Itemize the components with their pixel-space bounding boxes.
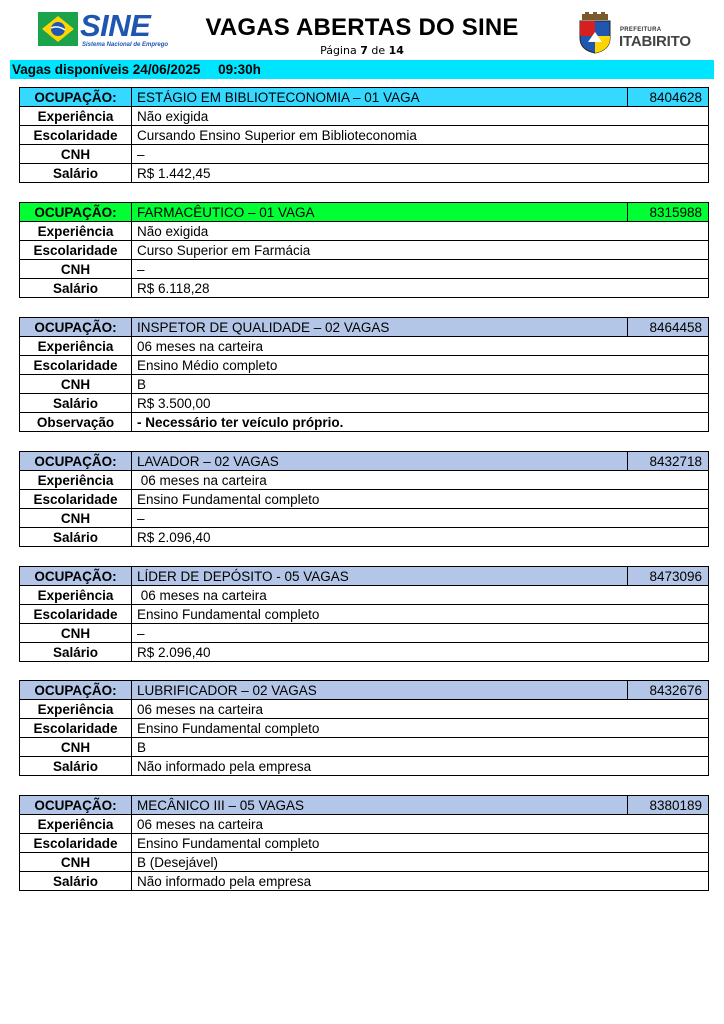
occupation-label: OCUPAÇÃO: [20, 203, 132, 222]
job-header-row [20, 88, 709, 107]
page-separator: de [371, 44, 386, 57]
experience-row [20, 586, 709, 605]
license-value: B [132, 738, 709, 757]
salary-row [20, 872, 709, 891]
experience-value: 06 meses na carteira [132, 700, 709, 719]
experience-label: Experiência [20, 586, 132, 605]
availability-time: 09:30h [218, 62, 261, 77]
education-value: Ensino Fundamental completo [132, 605, 709, 624]
education-row [20, 490, 709, 509]
job-code: 8432676 [628, 681, 709, 700]
observation-label: Observação [20, 413, 132, 432]
occupation-title: INSPETOR DE QUALIDADE – 02 VAGAS [132, 318, 628, 337]
page-header [0, 0, 724, 62]
license-value: B [132, 375, 709, 394]
job-code: 8473096 [628, 567, 709, 586]
occupation-title: FARMACÊUTICO – 01 VAGA [132, 203, 628, 222]
salary-value: R$ 3.500,00 [132, 394, 709, 413]
job-code: 8315988 [628, 203, 709, 222]
license-row [20, 624, 709, 643]
salary-label: Salário [20, 394, 132, 413]
license-row [20, 509, 709, 528]
education-value: Ensino Fundamental completo [132, 834, 709, 853]
salary-row [20, 394, 709, 413]
license-label: CNH [20, 145, 132, 164]
availability-banner [10, 60, 714, 79]
sine-subtitle: Sistema Nacional de Emprego [82, 42, 169, 48]
experience-row [20, 222, 709, 241]
occupation-title: LUBRIFICADOR – 02 VAGAS [132, 681, 628, 700]
license-row [20, 260, 709, 279]
experience-value: Não exigida [132, 107, 709, 126]
sine-wordmark: SINE [80, 8, 151, 43]
education-label: Escolaridade [20, 126, 132, 145]
job-header-row [20, 796, 709, 815]
job-header-row [20, 318, 709, 337]
prefeitura-label: PREFEITURA [620, 27, 662, 33]
prefeitura-logo [576, 12, 696, 54]
job-code: 8464458 [628, 318, 709, 337]
education-value: Curso Superior em Farmácia [132, 241, 709, 260]
city-crest-icon [576, 12, 614, 54]
job-table [19, 202, 709, 298]
job-code: 8432718 [628, 452, 709, 471]
job-table [19, 680, 709, 776]
salary-value: R$ 2.096,40 [132, 643, 709, 662]
experience-row [20, 700, 709, 719]
job-table [19, 566, 709, 662]
education-label: Escolaridade [20, 834, 132, 853]
education-row [20, 605, 709, 624]
salary-label: Salário [20, 528, 132, 547]
education-label: Escolaridade [20, 719, 132, 738]
salary-label: Salário [20, 279, 132, 298]
occupation-label: OCUPAÇÃO: [20, 796, 132, 815]
job-table [19, 451, 709, 547]
occupation-label: OCUPAÇÃO: [20, 681, 132, 700]
experience-value: 06 meses na carteira [132, 337, 709, 356]
salary-value: R$ 1.442,45 [132, 164, 709, 183]
salary-row [20, 757, 709, 776]
occupation-title: MECÂNICO III – 05 VAGAS [132, 796, 628, 815]
job-table [19, 87, 709, 183]
occupation-label: OCUPAÇÃO: [20, 318, 132, 337]
experience-label: Experiência [20, 700, 132, 719]
experience-value: Não exigida [132, 222, 709, 241]
job-header-row [20, 452, 709, 471]
education-label: Escolaridade [20, 356, 132, 375]
page-current: 7 [360, 44, 368, 57]
education-value: Ensino Fundamental completo [132, 490, 709, 509]
salary-value: Não informado pela empresa [132, 757, 709, 776]
experience-label: Experiência [20, 107, 132, 126]
observation-row [20, 413, 709, 432]
page-title: VAGAS ABERTAS DO SINE [205, 14, 519, 41]
license-label: CNH [20, 738, 132, 757]
license-label: CNH [20, 260, 132, 279]
education-label: Escolaridade [20, 490, 132, 509]
salary-label: Salário [20, 872, 132, 891]
occupation-title: LÍDER DE DEPÓSITO - 05 VAGAS [132, 567, 628, 586]
license-row [20, 145, 709, 164]
education-label: Escolaridade [20, 605, 132, 624]
education-row [20, 126, 709, 145]
experience-label: Experiência [20, 222, 132, 241]
experience-label: Experiência [20, 815, 132, 834]
license-label: CNH [20, 375, 132, 394]
job-table [19, 317, 709, 432]
salary-value: R$ 2.096,40 [132, 528, 709, 547]
experience-label: Experiência [20, 337, 132, 356]
occupation-title: LAVADOR – 02 VAGAS [132, 452, 628, 471]
license-value: – [132, 145, 709, 164]
occupation-title: ESTÁGIO EM BIBLIOTECONOMIA – 01 VAGA [132, 88, 628, 107]
experience-value: 06 meses na carteira [132, 586, 709, 605]
education-value: Ensino Fundamental completo [132, 719, 709, 738]
observation-value: - Necessário ter veículo próprio. [132, 413, 709, 432]
education-row [20, 719, 709, 738]
license-row [20, 738, 709, 757]
salary-value: Não informado pela empresa [132, 872, 709, 891]
salary-row [20, 164, 709, 183]
license-value: – [132, 624, 709, 643]
experience-row [20, 337, 709, 356]
salary-value: R$ 6.118,28 [132, 279, 709, 298]
education-value: Cursando Ensino Superior em Biblioteconomia [132, 126, 709, 145]
job-header-row [20, 203, 709, 222]
salary-label: Salário [20, 643, 132, 662]
salary-label: Salário [20, 757, 132, 776]
experience-value: 06 meses na carteira [132, 815, 709, 834]
occupation-label: OCUPAÇÃO: [20, 567, 132, 586]
salary-row [20, 643, 709, 662]
job-header-row [20, 681, 709, 700]
license-row [20, 853, 709, 872]
education-value: Ensino Médio completo [132, 356, 709, 375]
job-header-row [20, 567, 709, 586]
city-name: ITABIRITO [619, 33, 691, 50]
page-total: 14 [388, 44, 404, 57]
education-row [20, 834, 709, 853]
salary-row [20, 528, 709, 547]
license-label: CNH [20, 509, 132, 528]
job-code: 8404628 [628, 88, 709, 107]
job-table [19, 795, 709, 891]
education-row [20, 356, 709, 375]
job-code: 8380189 [628, 796, 709, 815]
license-value: B (Desejável) [132, 853, 709, 872]
availability-date: Vagas disponíveis 24/06/2025 [12, 62, 201, 77]
license-label: CNH [20, 853, 132, 872]
experience-label: Experiência [20, 471, 132, 490]
license-row [20, 375, 709, 394]
occupation-label: OCUPAÇÃO: [20, 88, 132, 107]
experience-row [20, 471, 709, 490]
page-prefix: Página [320, 44, 357, 57]
salary-row [20, 279, 709, 298]
salary-label: Salário [20, 164, 132, 183]
experience-value: 06 meses na carteira [132, 471, 709, 490]
experience-row [20, 815, 709, 834]
license-value: – [132, 509, 709, 528]
occupation-label: OCUPAÇÃO: [20, 452, 132, 471]
education-label: Escolaridade [20, 241, 132, 260]
experience-row [20, 107, 709, 126]
license-label: CNH [20, 624, 132, 643]
education-row [20, 241, 709, 260]
license-value: – [132, 260, 709, 279]
